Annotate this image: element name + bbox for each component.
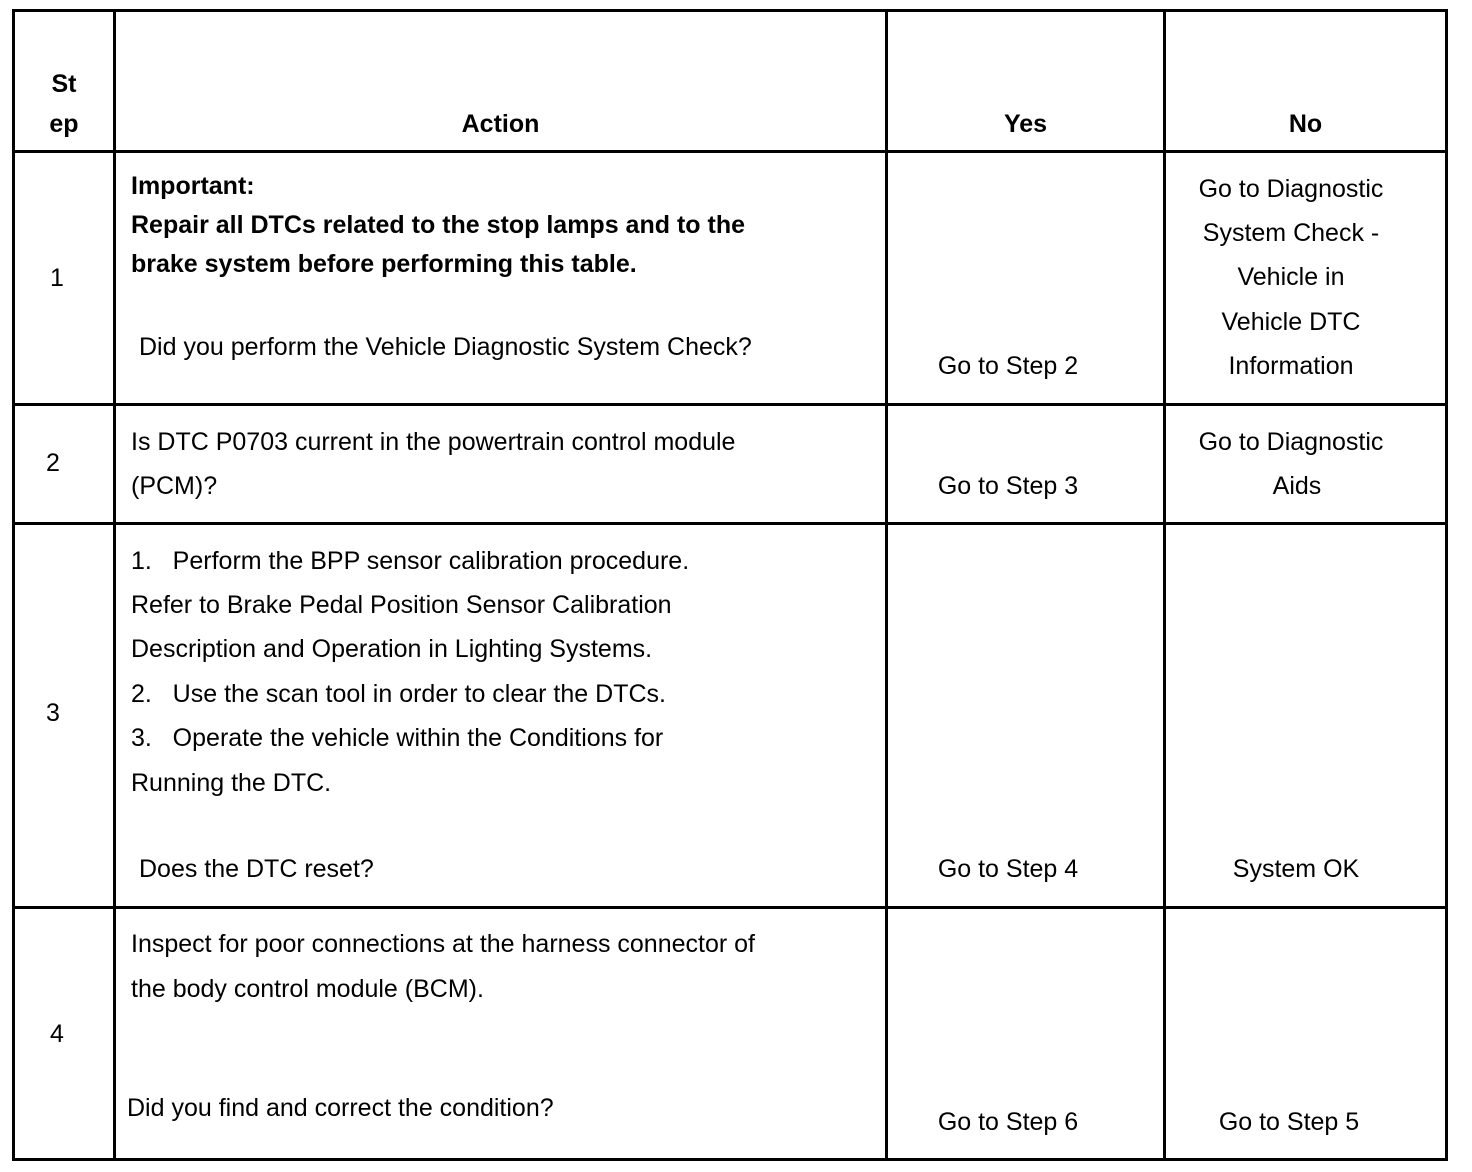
row-1-step: 1 <box>50 264 64 292</box>
row-2-step: 2 <box>46 449 60 477</box>
table-border-right <box>1445 9 1448 1161</box>
row-2-no-line-2: Aids <box>1272 472 1322 500</box>
row-3-action-line-4: 2. Use the scan tool in order to clear the DTCs. <box>131 680 666 708</box>
row-divider-2 <box>12 522 1448 525</box>
table-border-top <box>12 9 1448 12</box>
row-4-step: 4 <box>50 1020 64 1048</box>
row-4-question: Did you find and correct the condition? <box>127 1094 554 1122</box>
row-3-question: Does the DTC reset? <box>139 855 374 883</box>
column-divider-action <box>885 9 888 1161</box>
row-2-action-line-1: Is DTC P0703 current in the powertrain control module <box>131 428 736 456</box>
row-1-yes: Go to Step 2 <box>937 352 1079 380</box>
row-3-action-line-5: 3. Operate the vehicle within the Conditions for <box>131 724 664 752</box>
header-yes: Yes <box>1003 110 1048 138</box>
row-1-question: Did you perform the Vehicle Diagnostic System Check? <box>139 333 752 361</box>
row-3-yes: Go to Step 4 <box>937 855 1079 883</box>
row-1-no-line-4: Vehicle DTC <box>1221 308 1361 336</box>
row-1-important-line-2: brake system before performing this table. <box>131 250 637 278</box>
row-3-action-line-3: Description and Operation in Lighting Systems. <box>131 635 653 663</box>
row-1-important-label: Important: <box>131 172 255 200</box>
table-border-bottom <box>12 1158 1448 1161</box>
table-border-left <box>12 9 15 1161</box>
row-1-no-line-3: Vehicle in <box>1237 263 1345 291</box>
row-divider-3 <box>12 906 1448 909</box>
header-action: Action <box>461 110 540 138</box>
row-2-action-line-2: (PCM)? <box>131 472 218 500</box>
header-divider <box>12 150 1448 153</box>
row-4-action-line-2: the body control module (BCM). <box>131 975 484 1003</box>
header-step-line-2: ep <box>49 110 79 138</box>
row-divider-1 <box>12 403 1448 406</box>
row-4-yes: Go to Step 6 <box>937 1108 1079 1136</box>
row-1-important-line-1: Repair all DTCs related to the stop lamps and to the <box>131 211 745 239</box>
row-2-yes: Go to Step 3 <box>937 472 1079 500</box>
row-1-no-line-1: Go to Diagnostic <box>1198 175 1384 203</box>
row-2-no-line-1: Go to Diagnostic <box>1198 428 1384 456</box>
header-no: No <box>1288 110 1323 138</box>
row-1-no-line-2: System Check - <box>1202 219 1380 247</box>
row-3-action-line-1: 1. Perform the BPP sensor calibration procedure. <box>131 547 690 575</box>
column-divider-step <box>113 9 116 1161</box>
header-step <box>15 64 113 144</box>
row-4-action-line-1: Inspect for poor connections at the harness connector of <box>131 930 755 958</box>
row-3-step: 3 <box>46 699 60 727</box>
row-3-action-line-2: Refer to Brake Pedal Position Sensor Calibration <box>131 591 672 619</box>
row-4-no: Go to Step 5 <box>1218 1108 1360 1136</box>
row-1-no-line-5: Information <box>1228 352 1354 380</box>
header-step-line-1: St <box>51 70 77 98</box>
row-3-action-line-6: Running the DTC. <box>131 769 332 797</box>
row-3-no: System OK <box>1232 855 1360 883</box>
